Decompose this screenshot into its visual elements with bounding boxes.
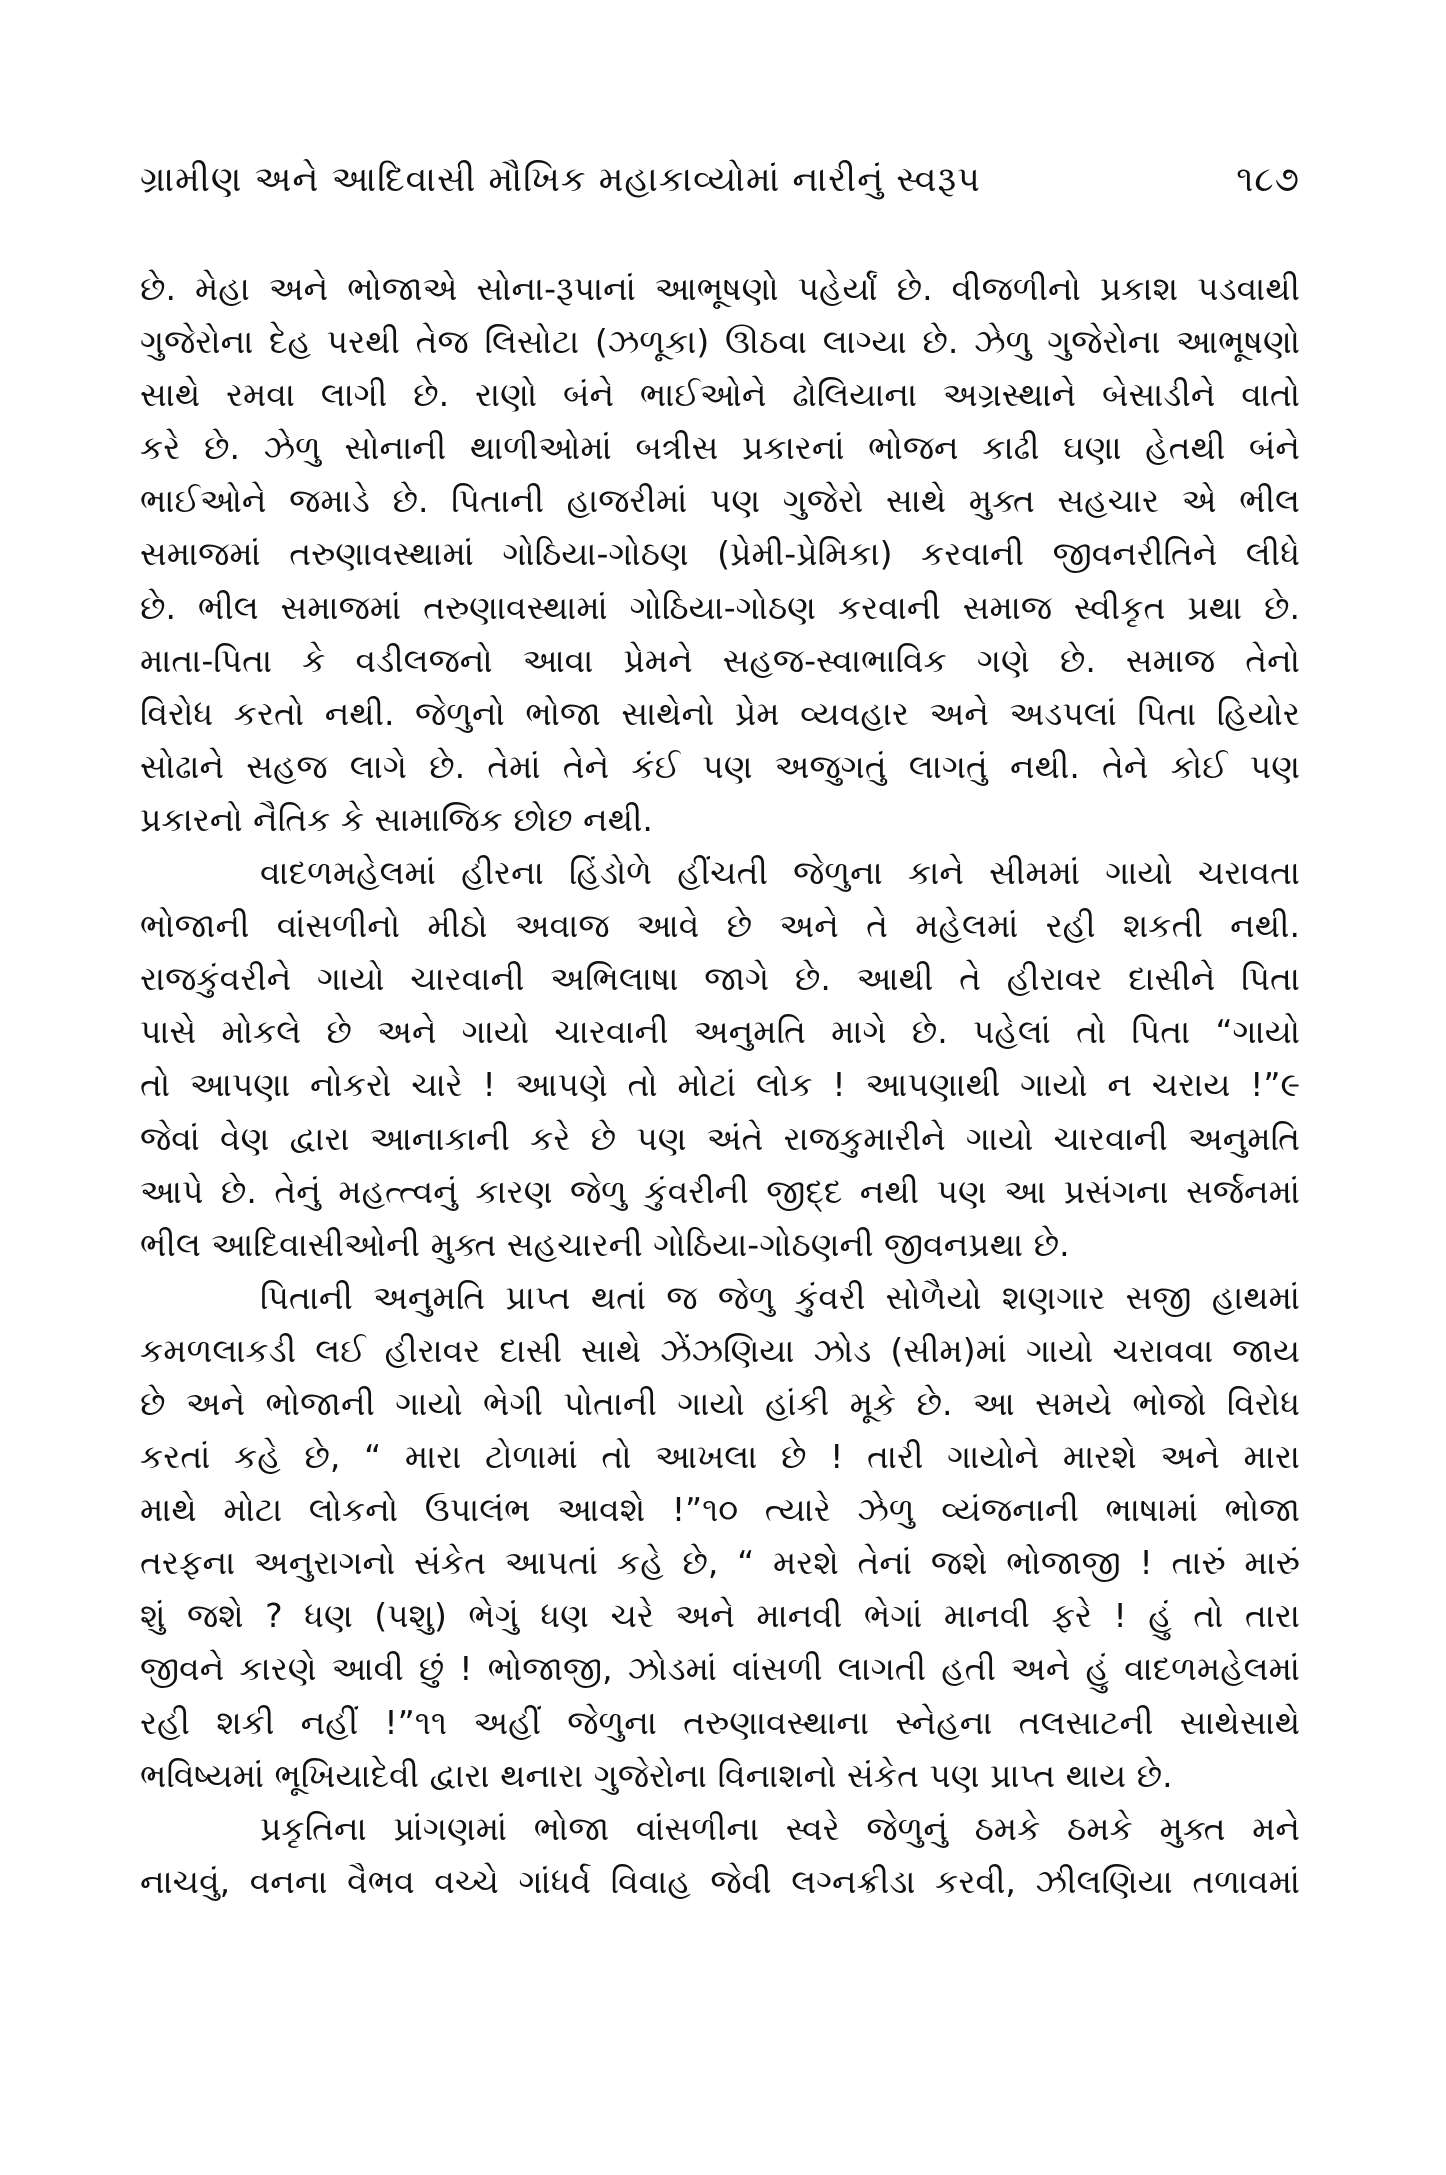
text-line: નાચવું, વનના વૈભવ વચ્ચે ગાંધર્વ વિવાહ જેવી લગ્નક્રીડા કરવી, ઝીલણિયા તળાવમાં (140, 1861, 1300, 1901)
text-line: કરે છે. ઝેળુ સોનાની થાળીઓમાં બત્રીસ પ્રકારનાં ભોજન કાઢી ઘણા હેતથી બંને (140, 428, 1300, 468)
text-line: સમાજમાં તરુણાવસ્થામાં ગોઠિયા-ગોઠણ (પ્રેમી-પ્રેમિકા) કરવાની જીવનરીતિને લીધે (140, 534, 1300, 574)
paragraph-first-line: વાદળમહેલમાં હીરના હિંડોળે હીંચતી જેળુના કાને સીમમાં ગાયો ચરાવતા (260, 853, 1300, 893)
text-line: માતા-પિતા કે વડીલજનો આવા પ્રેમને સહજ-સ્વાભાવિક ગણે છે. સમાજ તેનો (140, 640, 1300, 680)
text-line: છે અને ભોજાની ગાયો ભેગી પોતાની ગાયો હાંકી મૂકે છે. આ સમયે ભોજો વિરોધ (140, 1383, 1300, 1423)
text-line: જીવને કારણે આવી છું ! ભોજાજી, ઝોડમાં વાંસળી લાગતી હતી અને હું વાદળમહેલમાં (140, 1649, 1300, 1689)
text-line: સોઢાને સહજ લાગે છે. તેમાં તેને કંઈ પણ અજુગતું લાગતું નથી. તેને કોઈ પણ (140, 746, 1300, 786)
text-line: ગુજેરોના દેહ પરથી તેજ લિસોટા (ઝળૂકા) ઊઠવા લાગ્યા છે. ઝેળુ ગુજેરોના આભૂષણો (140, 322, 1300, 362)
text-line: છે. મેહા અને ભોજાએ સોના-રૂપાનાં આભૂષણો પહેર્યાં છે. વીજળીનો પ્રકાશ પડવાથી (140, 269, 1300, 308)
paragraph-first-line: પિતાની અનુમતિ પ્રાપ્ત થતાં જ જેળુ કુંવરી સોળૈયો શણગાર સજી હાથમાં (260, 1277, 1300, 1317)
text-line: સાથે રમવા લાગી છે. રાણો બંને ભાઈઓને ઢોલિયાના અગ્રસ્થાને બેસાડીને વાતો (140, 375, 1300, 415)
text-line: ભીલ આદિવાસીઓની મુક્ત સહચારની ગોઠિયા-ગોઠણની જીવનપ્રથા છે. (140, 1224, 1070, 1264)
text-line: ભવિષ્યમાં ભૂખિયાદેવી દ્વારા થનારા ગુજેરોના વિનાશનો સંકેત પણ પ્રાપ્ત થાય છે. (140, 1755, 1173, 1795)
text-line: માથે મોટા લોકનો ઉપાલંભ આવશે !”૧૦ ત્યારે ઝેળુ વ્યંજનાની ભાષામાં ભોજા (140, 1490, 1300, 1530)
body-text (140, 262, 1300, 1908)
text-line: કમળલાકડી લઈ હીરાવર દાસી સાથે ઝેંઝણિયા ઝોડ (સીમ)માં ગાયો ચરાવવા જાય (140, 1330, 1300, 1370)
page-number: ૧૮૭ (1236, 160, 1300, 200)
text-line: તો આપણા નોકરો ચારે ! આપણે તો મોટાં લોક ! આપણાથી ગાયો ન ચરાય !”૯ (140, 1065, 1300, 1105)
text-line: આપે છે. તેનું મહત્ત્વનું કારણ જેળુ કુંવરીની જીદ્દ નથી પણ આ પ્રસંગના સર્જનમાં (140, 1171, 1300, 1211)
text-line: ભોજાની વાંસળીનો મીઠો અવાજ આવે છે અને તે મહેલમાં રહી શકતી નથી. (140, 906, 1300, 946)
text-line: રાજકુંવરીને ગાયો ચારવાની અભિલાષા જાગે છે. આથી તે હીરાવર દાસીને પિતા (140, 959, 1300, 999)
text-line: પાસે મોકલે છે અને ગાયો ચારવાની અનુમતિ માગે છે. પહેલાં તો પિતા “ગાયો (140, 1012, 1300, 1052)
text-line: વિરોધ કરતો નથી. જેળુનો ભોજા સાથેનો પ્રેમ વ્યવહાર અને અડપલાં પિતા હિયોર (140, 693, 1300, 733)
text-line: શું જશે ? ધણ (પશુ) ભેગું ધણ ચરે અને માનવી ભેગાં માનવી ફરે ! હું તો તારા (140, 1596, 1300, 1636)
running-title: ગ્રામીણ અને આદિવાસી મૌખિક મહાકાવ્યોમાં નારીનું સ્વરૂપ (140, 160, 981, 200)
text-line: કરતાં કહે છે, “ મારા ટોળામાં તો આખલા છે ! તારી ગાયોને મારશે અને મારા (140, 1437, 1300, 1477)
text-line: પ્રકારનો નૈતિક કે સામાજિક છોછ નથી. (140, 799, 653, 839)
text-line: તરફના અનુરાગનો સંકેત આપતાં કહે છે, “ મરશે તેનાં જશે ભોજાજી ! તારું મારું (140, 1543, 1300, 1583)
text-line: ભાઈઓને જમાડે છે. પિતાની હાજરીમાં પણ ગુજેરો સાથે મુક્ત સહચાર એ ભીલ (140, 481, 1300, 521)
text-line: છે. ભીલ સમાજમાં તરુણાવસ્થામાં ગોઠિયા-ગોઠણ કરવાની સમાજ સ્વીકૃત પ્રથા છે. (140, 587, 1300, 627)
text-line: રહી શકી નહીં !”૧૧ અહીં જેળુના તરુણાવસ્થાના સ્નેહના તલસાટની સાથેસાથે (140, 1702, 1300, 1742)
text-line: જેવાં વેણ દ્વારા આનાકાની કરે છે પણ અંતે રાજકુમારીને ગાયો ચારવાની અનુમતિ (140, 1118, 1300, 1158)
running-header (140, 150, 1300, 210)
paragraph-first-line: પ્રકૃતિના પ્રાંગણમાં ભોજા વાંસળીના સ્વરે જેળુનું ઠમકે ઠમકે મુક્ત મને (260, 1808, 1300, 1848)
